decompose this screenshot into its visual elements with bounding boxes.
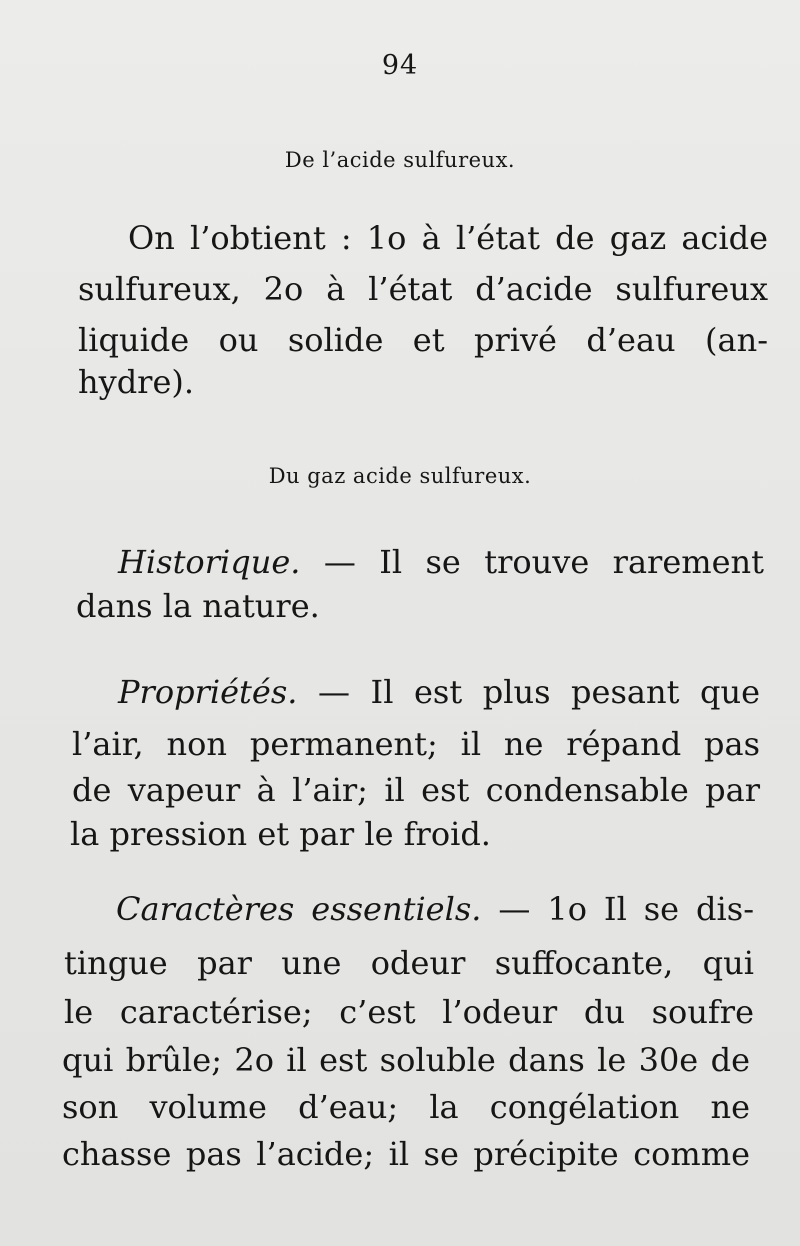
proprietes-paragraph-line (118, 673, 761, 711)
paragraph-line: dans la nature. (76, 587, 320, 625)
paragraph-line: On l’obtient : 1o à l’état de gaz acide (128, 219, 768, 257)
section-heading-gaz-acide-sulfureux: Du gaz acide sulfureux. (268, 464, 532, 488)
page-number: 94 (381, 50, 419, 81)
paragraph-line: le caractérise; c’est l’odeur du soufre (64, 993, 754, 1031)
caracteres-label: Caractères essentiels. (116, 890, 482, 928)
paragraph-line: liquide ou solide et privé d’eau (an- (78, 321, 768, 359)
paragraph-line: l’air, non permanent; il ne répand pas (72, 725, 760, 763)
historique-text: — Il se trouve rarement (323, 543, 765, 581)
paragraph-line: de vapeur à l’air; il est condensable par (72, 771, 760, 809)
paragraph-line: qui brûle; 2o il est soluble dans le 30e de (62, 1041, 750, 1079)
paragraph-line: son volume d’eau; la congélation ne (62, 1088, 750, 1126)
proprietes-text: — Il est plus pesant que (318, 673, 761, 711)
section-heading-acide-sulfureux: De l’acide sulfureux. (284, 148, 516, 172)
caracteres-text: — 1o Il se dis- (498, 890, 755, 928)
historique-paragraph-line (118, 543, 765, 581)
caracteres-paragraph-line (116, 890, 755, 928)
paragraph-line: chasse pas l’acide; il se précipite comme (62, 1135, 750, 1173)
paragraph-line: la pression et par le froid. (70, 815, 491, 853)
paragraph-line: hydre). (78, 363, 195, 401)
paragraph-line: sulfureux, 2o à l’état d’acide sulfureux (78, 270, 768, 308)
historique-label: Historique. (118, 543, 301, 581)
proprietes-label: Propriétés. (118, 673, 298, 711)
paragraph-line: tingue par une odeur suffocante, qui (64, 944, 754, 982)
